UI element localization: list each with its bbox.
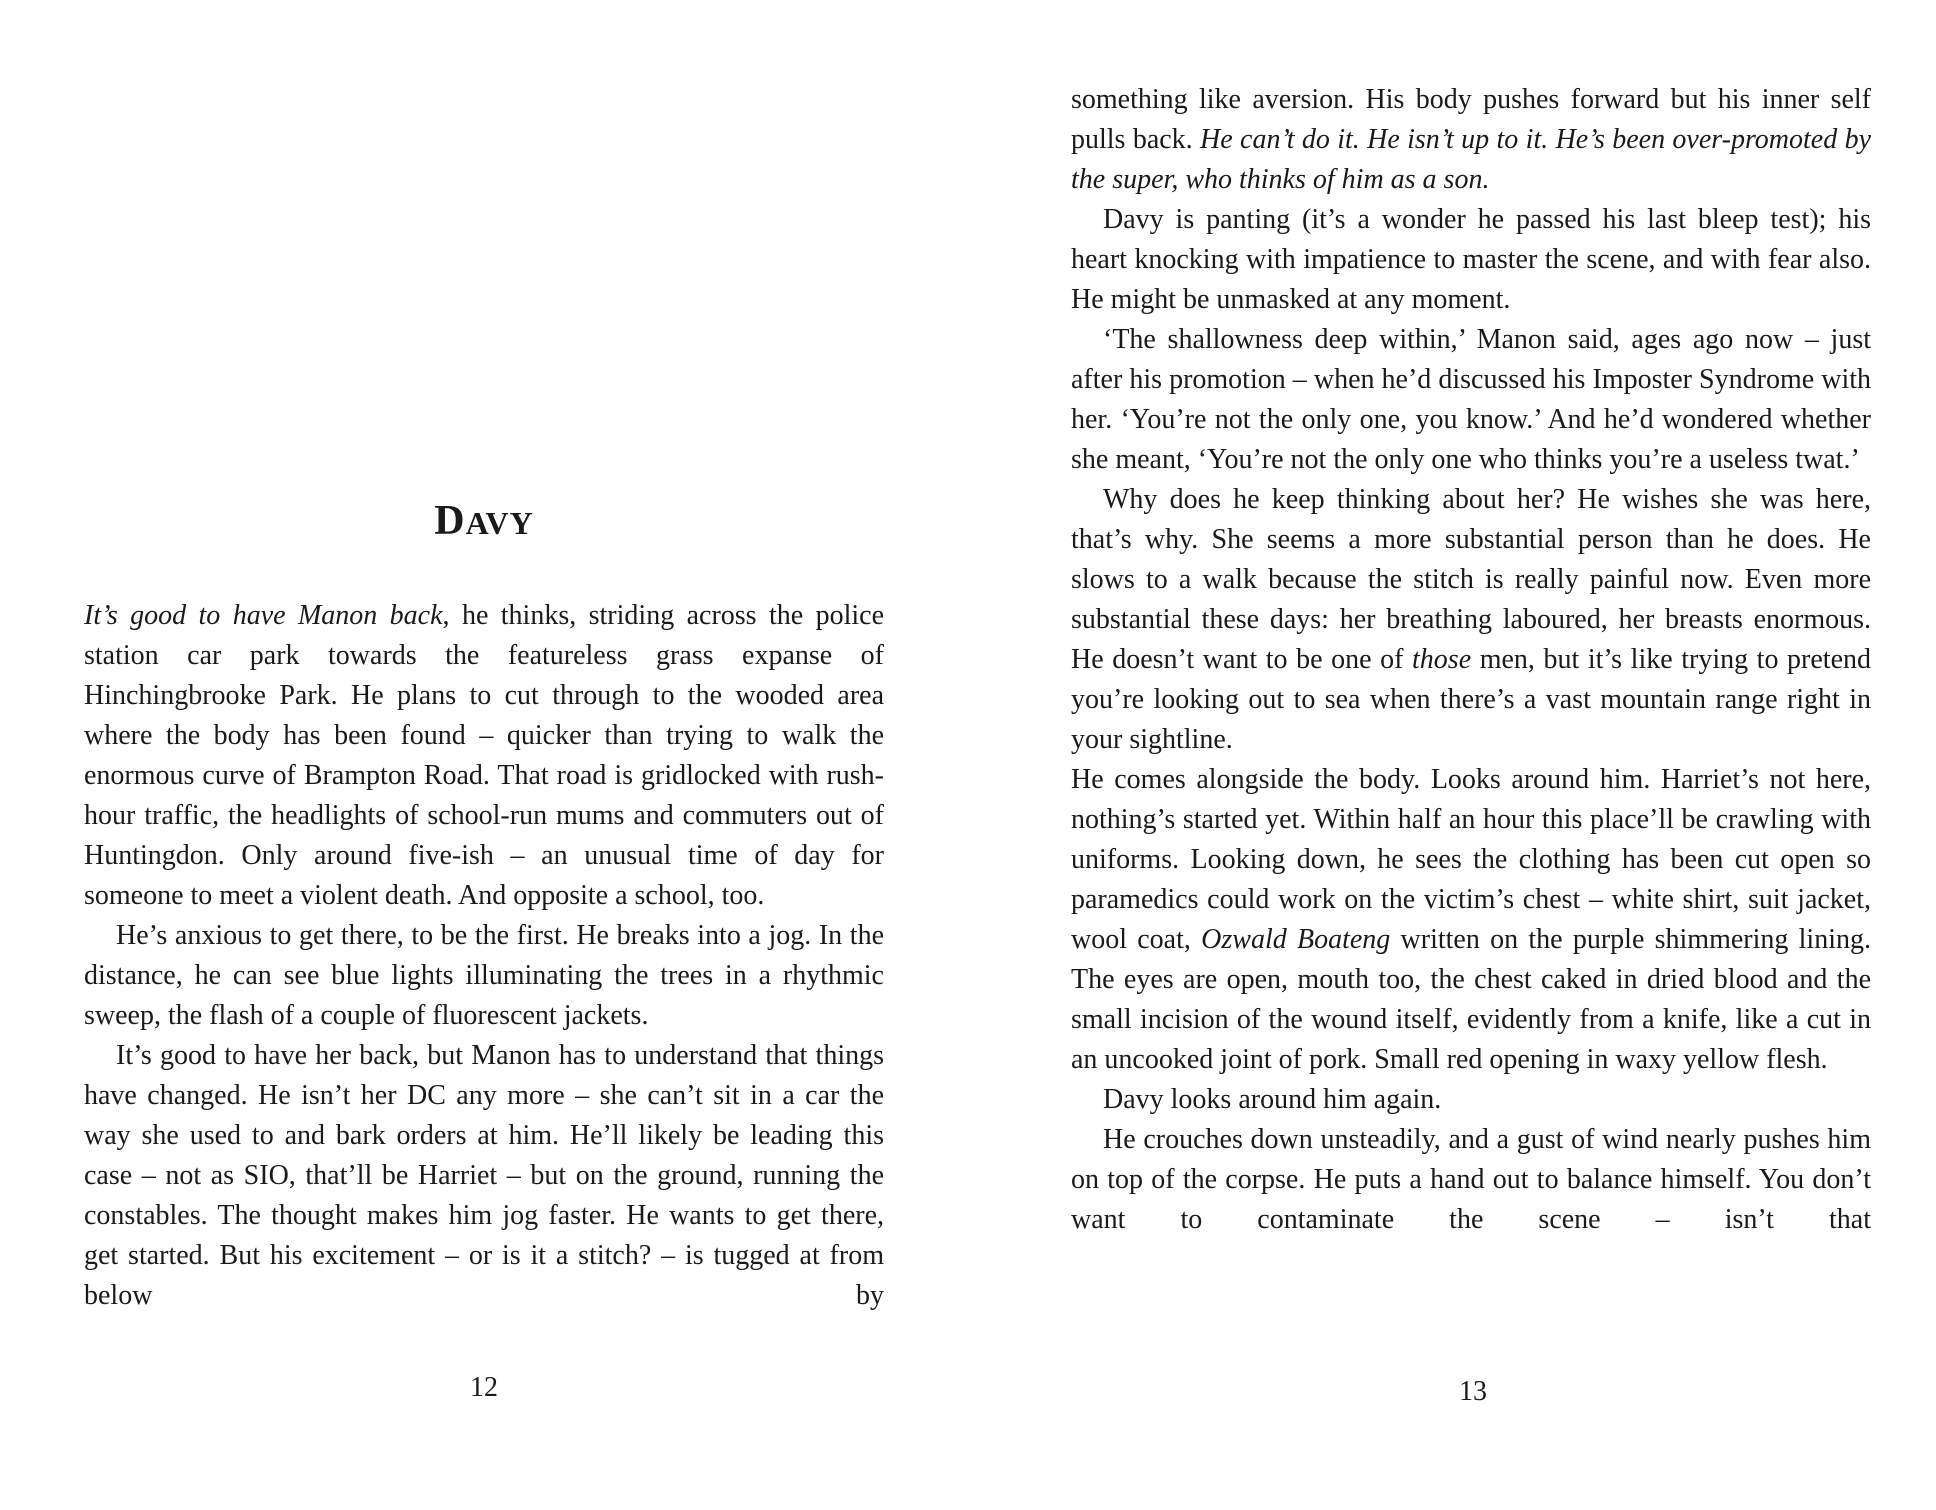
text-segment: ‘The shallowness deep within,’ Manon said, ages ago now – just after his promotion – when he’d discussed his Imposter Syndrome with her. ‘You’re not the only one, you know.’ And he’d wondered whether she meant, ‘You’re not the only one who thinks you’re a useless twat.’ bbox=[1071, 324, 1871, 475]
italic-text: Ozwald Boateng bbox=[1201, 924, 1391, 955]
paragraph bbox=[1071, 320, 1871, 480]
chapter-title-rest: AVY bbox=[465, 505, 534, 541]
text-segment: Why does he keep thinking about her? He wishes she was here, that’s why. She seems a more substantial person than he does. He slows to a walk because the stitch is really painful now. Even more substantial these days: her breathing laboured, her breasts enormous. He doesn’t want to be one of bbox=[1071, 484, 1871, 675]
text-segment: It’s good to have her back, but Manon has to understand that things have changed. He isn’t her DC any more – she can’t sit in a car the way she used to and bark orders at him. He’ll likely be leading this case – not as SIO, that’ll be Harriet – but on the ground, running the constables. The thought makes him jog faster. He wants to get there, get started. But his excitement – or is it a stitch? – is tugged at from below by bbox=[84, 1040, 884, 1311]
chapter-title-initial: D bbox=[434, 498, 466, 544]
text-segment: written on the purple shimmering lining. The eyes are open, mouth too, the chest caked in dried blood and the small incision of the wound itself, evidently from a knife, like a cut in an uncooked joint of pork. Small red opening in waxy yellow flesh. bbox=[1071, 924, 1871, 1075]
italic-text: He can’t do it. He isn’t up to it. He’s been over-promoted by the super, who thinks of him as a son. bbox=[1071, 124, 1872, 195]
paragraph bbox=[1071, 1120, 1871, 1240]
paragraph bbox=[1071, 760, 1871, 1080]
text-segment: , he thinks, striding across the police station car park towards the featureless grass expanse of Hinchingbrooke Park. He plans to cut through to the wooded area where the body has been found – quicker than trying to walk the enormous curve of Brampton Road. That road is gridlocked with rush-hour traffic, the headlights of school-run mums and commuters out of Huntingdon. Only around five-ish – an unusual time of day for someone to meet a violent death. And opposite a school, too. bbox=[84, 600, 884, 911]
italic-text: It’s good to have Manon back bbox=[84, 600, 443, 631]
right-body-text bbox=[1071, 80, 1871, 1240]
text-segment: He comes alongside the body. Looks around him. Harriet’s not here, nothing’s started yet. Within half an hour this place’ll be crawling with uniforms. Looking down, he sees the clothing has been cut open so paramedics could work on the victim’s chest – white shirt, suit jacket, wool coat, bbox=[1071, 764, 1871, 955]
chapter-title bbox=[84, 497, 884, 545]
text-segment: He’s anxious to get there, to be the first. He breaks into a jog. In the distance, he can see blue lights illuminating the trees in a rhythmic sweep, the flash of a couple of fluorescent jackets. bbox=[84, 920, 884, 1031]
text-segment: Davy is panting (it’s a wonder he passed his last bleep test); his heart knocking with impatience to master the scene, and with fear also. He might be unmasked at any moment. bbox=[1071, 204, 1871, 315]
paragraph bbox=[1071, 80, 1871, 200]
text-segment: men, but it’s like trying to pretend you’re looking out to sea when there’s a vast mountain range right in your sightline. bbox=[1071, 644, 1871, 755]
left-page bbox=[84, 0, 884, 1510]
left-body-text bbox=[84, 596, 884, 1316]
paragraph bbox=[1071, 200, 1871, 320]
text-segment: Davy looks around him again. bbox=[1103, 1084, 1442, 1115]
paragraph bbox=[84, 596, 884, 916]
paragraph bbox=[84, 1036, 884, 1316]
text-segment: He crouches down unsteadily, and a gust of wind nearly pushes him on top of the corpse. He puts a hand out to balance himself. You don’t want to contaminate the scene – isn’t that bbox=[1071, 1124, 1871, 1235]
paragraph bbox=[84, 916, 884, 1036]
right-page bbox=[1071, 0, 1871, 1510]
page-number-right: 13 bbox=[1459, 1376, 1487, 1407]
page-number-left: 12 bbox=[470, 1372, 498, 1403]
text-segment: something like aversion. His body pushes forward but his inner self pulls back. bbox=[1071, 84, 1871, 155]
italic-text: those bbox=[1412, 644, 1472, 675]
paragraph bbox=[1071, 480, 1871, 760]
paragraph bbox=[1071, 1080, 1871, 1120]
